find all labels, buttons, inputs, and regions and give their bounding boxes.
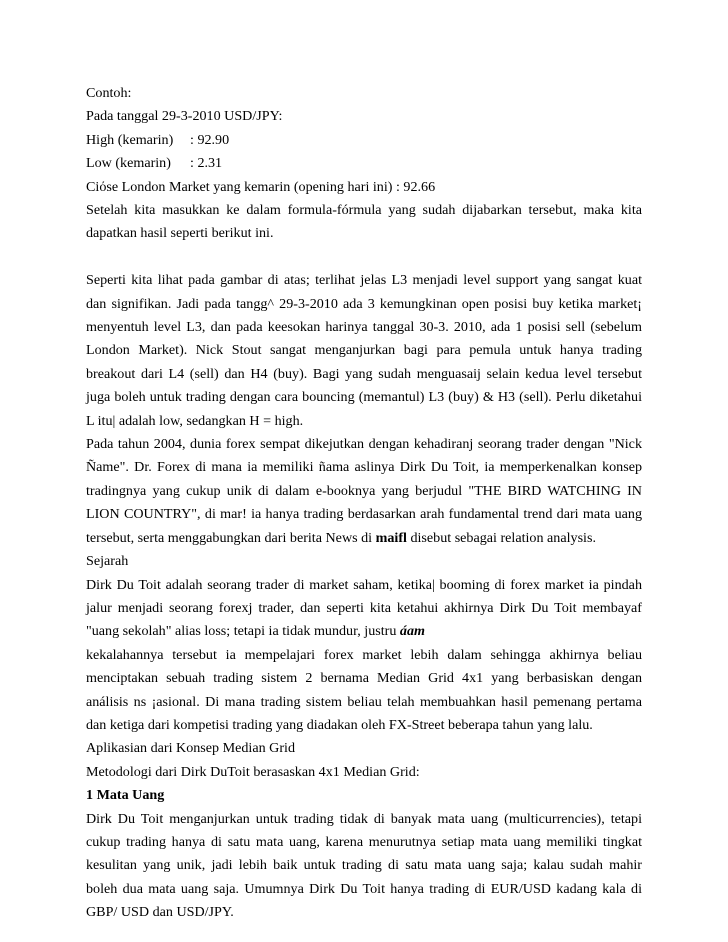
- paragraph-line: London Market). Nick Stout sangat menganjurkan bagi para pemula untuk hanya trading: [86, 342, 642, 359]
- paragraph-line: Seperti kita lihat pada gambar di atas; terlihat jelas L3 menjadi level support yang sangat kuat: [86, 272, 642, 289]
- low-label: Low (kemarin): [86, 155, 171, 172]
- paragraph-line: GBP/ USD dan USD/JPY.: [86, 904, 234, 921]
- paragraph-line: dan ketiga dari kompetisi trading yang diadakan oleh FX-Street beberapa tahun yang lalu.: [86, 716, 593, 733]
- text-run: "uang sekolah" alias loss; tetapi ia tidak mundur, justru: [86, 623, 400, 640]
- paragraph-line: Setelah kita masukkan ke dalam formula-fórmula yang sudah dijabarkan tersebut, maka kita: [86, 202, 642, 219]
- paragraph-line: menciptakan sebuah trading sistem 2 bernama Median Grid 4x1 yang berbasiskan dengan: [86, 670, 642, 687]
- paragraph-line: kesulitan yang unik, jadi lebih baik untuk trading di satu mata uang saja; kalau sudah mahir: [86, 857, 642, 874]
- paragraph-line: dapatkan hasil seperti berikut ini.: [86, 225, 274, 242]
- high-line: [86, 129, 642, 152]
- low-line: [86, 152, 642, 175]
- paragraph-line: tradingnya yang cukup unik di dalam e-booknya yang berjudul "THE BIRD WATCHING IN: [86, 482, 642, 499]
- paragraph-line: Dirk Du Toit menganjurkan untuk trading tidak di banyak mata uang (multicurrencies), tetapi: [86, 810, 642, 827]
- paragraph-line: menyentuh level L3, dan pada keesokan harinya tanggal 30-3. 2010, ada 1 posisi sell (sebelum: [86, 319, 642, 336]
- bold-italic-run: áam: [399, 623, 425, 640]
- paragraph-line: dan signifikan. Jadi pada tangg^ 29-3-2010 ada 3 kemungkinan open posisi buy ketika market¡: [86, 295, 642, 312]
- paragraph-line: LION COUNTRY", di mar! ia hanya trading berdasarkan arah fundamental trend dari mata uang: [86, 506, 642, 523]
- bold-run: maifl: [375, 529, 407, 546]
- high-label: High (kemarin): [86, 131, 174, 148]
- paragraph-line: L itu| adalah low, sedangkan H = high.: [86, 412, 304, 429]
- paragraph-line: jalur menjadi seorang forexj trader, dan seperti kita ketahui akhirnya Dirk Du Toit membayaf: [86, 599, 642, 616]
- example-label: Contoh:: [86, 85, 132, 101]
- paragraph-line: breakout dari L4 (sell) dan H4 (buy). Bagi yang sudah menguasaij selain kedua level tersebut: [86, 365, 642, 382]
- date-line: Pada tanggal 29-3-2010 USD/JPY:: [86, 108, 283, 125]
- paragraph-line: [86, 620, 642, 643]
- heading-mata-uang: 1 Mata Uang: [86, 787, 165, 804]
- high-value: : 92.90: [190, 131, 230, 148]
- paragraph-line: [86, 527, 642, 550]
- blank-line: [86, 246, 642, 269]
- paragraph-line: análisis ns ¡asional. Di mana trading sistem beliau telah membuahkan hasil pemenang pertama: [86, 693, 642, 710]
- text-run: tersebut, serta menggabungkan dari berita News di: [86, 529, 376, 546]
- paragraph-line: juga boleh untuk trading dengan cara bouncing (memantul) L3 (buy) & H3 (sell). Perlu diketahui: [86, 389, 642, 406]
- section-label-sejarah: Sejarah: [86, 553, 129, 570]
- paragraph-line: Pada tahun 2004, dunia forex sempat dikejutkan dengan kehadiranj seorang trader dengan "Nick: [86, 436, 642, 453]
- paragraph-line: boleh dua mata uang saja. Umumnya Dirk Du Toit hanya trading di EUR/USD kadang kala di: [86, 880, 642, 897]
- text-run: disebut sebagai relation analysis.: [406, 529, 596, 546]
- paragraph-line: Ñame". Dr. Forex di mana ia memiliki ñama aslinya Dirk Du Toit, ia memperkenalkan konsep: [86, 459, 642, 476]
- paragraph-line: Dirk Du Toit adalah seorang trader di market saham, ketika| booming di forex market ia pindah: [86, 576, 642, 593]
- section-label-metodologi: Metodologi dari Dirk DuToit berasaskan 4x1 Median Grid:: [86, 763, 420, 780]
- close-line: Ciόse London Market yang kemarin (opening hari ini) : 92.66: [86, 178, 436, 195]
- low-value: : 2.31: [190, 155, 223, 172]
- section-label-aplikasi: Aplikasian dari Konsep Median Grid: [86, 740, 296, 757]
- paragraph-line: cukup trading hanya di satu mata uang, karena menurutnya setiap mata uang memiliki tingkat: [86, 833, 642, 850]
- paragraph-line: kekalahannya tersebut ia mempelajari forex market lebih dalam sehingga akhirnya beliau: [86, 646, 642, 663]
